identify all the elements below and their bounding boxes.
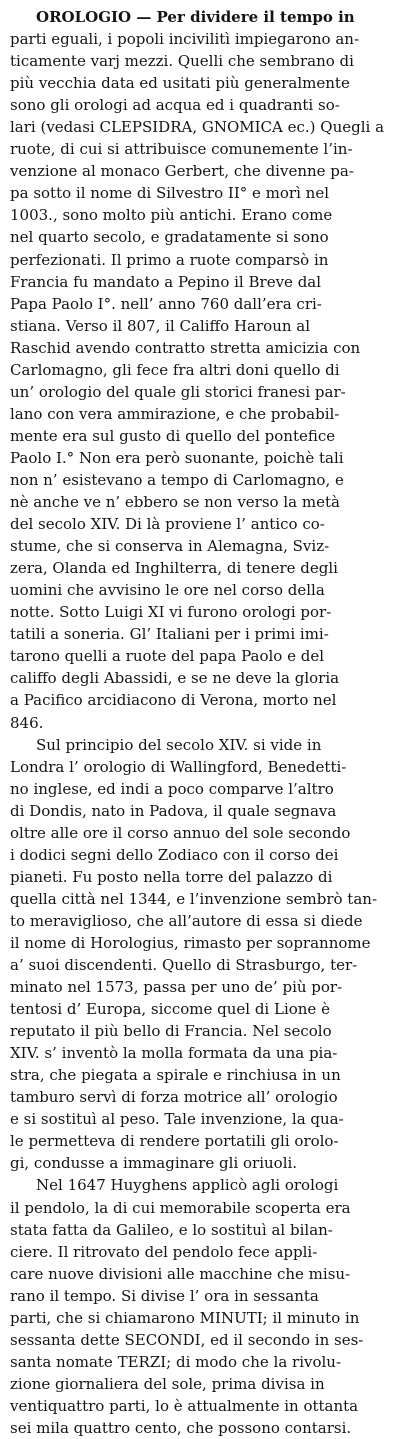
text-line: califfo degli Abassidi, e se ne deve la gloria [10, 669, 340, 688]
text-line: Francia fu mandato a Pepino il Breve dal [10, 272, 322, 291]
text-line: zione giornaliera del sole, prima divisa in [10, 1374, 325, 1393]
text-line: perfezionati. Il primo a ruote comparsò in [10, 250, 329, 269]
text-line: parti, che si chiamarono MINUTI; il minuto in [10, 1308, 360, 1327]
text-line: lari (vedasi CLEPSIDRA, GNOMICA ec.) Quegli a [10, 118, 385, 137]
text-line: tamburo servì di forza motrice all’ orologio [10, 1088, 338, 1107]
text-line: sei mila quattro cento, che possono contarsi. [10, 1419, 352, 1437]
text-line: gi, condusse a immaginare gli oriuoli. [10, 1154, 298, 1173]
text-line: pianeti. Fu posto nella torre del palazzo di [10, 867, 333, 886]
text-line: del secolo XIV. Di là proviene l’ antico co- [10, 515, 325, 534]
text-line: le permetteva di rendere portatili gli orolo- [10, 1132, 339, 1151]
text-line: non n’ esistevano a tempo di Carlomagno, e [10, 470, 344, 489]
paragraph-xiv-century [10, 734, 402, 1175]
text-line: Sul principio del secolo XIV. si vide in [36, 735, 322, 754]
text-line: tarono quelli a ruote del papa Paolo e del [10, 647, 324, 666]
paragraph-huyghens-pendulum [10, 1174, 402, 1439]
text-line: quella città nel 1344, e l’invenzione sembrò tan- [10, 889, 378, 908]
text-line: mente era sul gusto di quello del pontefice [10, 426, 336, 445]
text-line: Londra l’ orologio di Wallingford, Benedetti- [10, 757, 347, 776]
text-line: zera, Olanda ed Inghilterra, di tenere degli [10, 559, 338, 578]
text-line: ticamente varj mezzi. Quelli che sembrano di [10, 52, 354, 71]
text-line: venzione al monaco Gerbert, che divenne pa- [10, 162, 354, 181]
text-line: Paolo I.° Non era però suonante, poichè tali [10, 448, 344, 467]
text-line: e si sostituì al peso. Tale invenzione, la qua- [10, 1110, 344, 1129]
article-column [10, 6, 402, 1439]
text-line: a Pacifico arcidiacono di Verona, morto nel [10, 691, 337, 710]
text-line: XIV. s’ inventò la molla formata da una pia- [10, 1044, 338, 1063]
text-line: Nel 1647 Huyghens applicò agli orologi [36, 1176, 339, 1195]
text-line: il nome di Horologius, rimasto per soprannome [10, 933, 371, 952]
text-line: pa sotto il nome di Silvestro II° e morì nel [10, 184, 329, 203]
text-line: 846. [10, 713, 44, 732]
text-line: tentosi d’ Europa, siccome quel di Lione è [10, 1000, 330, 1019]
text-line: 1003., sono molto più antichi. Erano come [10, 206, 333, 225]
text-line: Raschid avendo contratto stretta amicizia con [10, 338, 361, 357]
text-line: più vecchia data ed usitati più generalmente [10, 74, 350, 93]
text-line: santa nomate TERZI; di modo che la rivolu- [10, 1352, 342, 1371]
text-line: sono gli orologi ad acqua ed i quadranti so- [10, 96, 340, 115]
text-line: il pendolo, la di cui memorabile scoperta era [10, 1198, 351, 1217]
text-line: no inglese, ed indi a poco comparve l’altro [10, 779, 334, 798]
text-line: notte. Sotto Luigi XI vi furono orologi por- [10, 603, 332, 622]
text-line: di Dondis, nato in Padova, il quale segnava [10, 801, 337, 820]
article-heading-line: OROLOGIO — Per dividere il tempo in [36, 8, 355, 26]
text-line: Papa Paolo I°. nell’ anno 760 dall’era cri- [10, 294, 322, 313]
text-line: Carlomagno, gli fece fra altri doni quello di [10, 360, 340, 379]
text-line: ciere. Il ritrovato del pendolo fece appli- [10, 1242, 318, 1261]
text-line: reputato il più bello di Francia. Nel secolo [10, 1022, 332, 1041]
text-line: stiana. Verso il 807, il Califfo Haroun al [10, 316, 311, 335]
text-line: stra, che piegata a spirale e rinchiusa in un [10, 1066, 341, 1085]
text-line: ruote, di cui si attribuisce comunemente l’in- [10, 140, 353, 159]
text-line: to meraviglioso, che all’autore di essa si diede [10, 911, 363, 930]
paragraph-orologio-intro [10, 6, 402, 734]
text-line: stata fatta da Galileo, e lo sostituì al bilan- [10, 1220, 333, 1239]
text-line: un’ orologio del quale gli storici franesi par- [10, 382, 346, 401]
text-line: a’ suoi discendenti. Quello di Strasburgo, ter- [10, 956, 358, 975]
text-line: i dodici segni dello Zodiaco con il corso dei [10, 845, 339, 864]
text-line: rano il tempo. Si divise l’ ora in sessanta [10, 1286, 319, 1305]
text-line: lano con vera ammirazione, e che probabil- [10, 404, 340, 423]
text-line: ventiquattro parti, lo è attualmente in ottanta [10, 1396, 359, 1415]
text-line: tatili a soneria. Gl’ Italiani per i primi imi- [10, 625, 329, 644]
text-line: parti eguali, i popoli incivilitì impiegarono an- [10, 30, 360, 49]
text-line: nel quarto secolo, e gradatamente si sono [10, 228, 329, 247]
text-line: nè anche ve n’ ebbero se non verso la metà [10, 493, 340, 512]
text-line: oltre alle ore il corso annuo del sole secondo [10, 823, 351, 842]
text-line: sessanta dette SECONDI, ed il secondo in ses- [10, 1330, 364, 1349]
text-line: uomini che avvisino le ore nel corso della [10, 581, 325, 600]
text-line: stume, che si conserva in Alemagna, Sviz- [10, 537, 330, 556]
text-line: minato nel 1573, passa per uno de’ più por- [10, 978, 343, 997]
text-line: care nuove divisioni alle macchine che misu- [10, 1264, 351, 1283]
